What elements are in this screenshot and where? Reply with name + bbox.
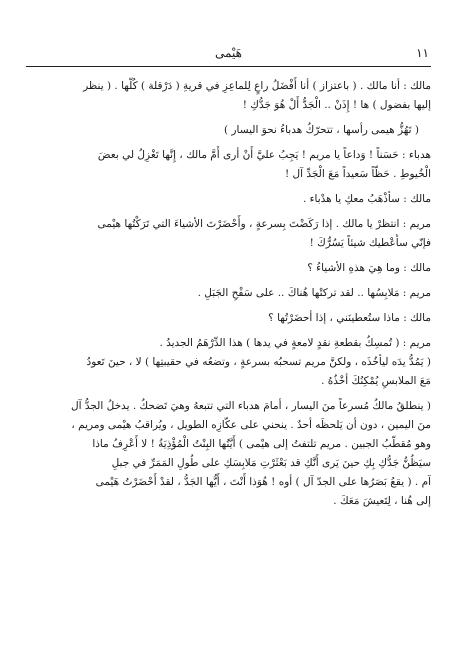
text-line: إلى هُنا ، لِتَعيشَ مَعَكَ . (333, 495, 431, 507)
text-line: وهو مُقطّبُ الجبين . مريم تلتفتُ إلى هيْمى ) أَيَّتُها البِنْتُ الْمُؤْذِيَةُ ! لا أَعْرِفُ ماذا (92, 438, 431, 450)
text-line: إليها بفضول ) ها ! إِذَنْ .. الْجَدُّ أَلْ هُوَ جَدُّكِ ! (242, 99, 431, 111)
text-line: مالك : سأذْهَبُ معكِ يا هدْباء . (302, 193, 431, 205)
paragraph (26, 190, 431, 209)
text-line: مالك : وما هِيَ هذهِ الأشياءُ ؟ (307, 262, 431, 274)
text-line: مالك : ماذا ستُعطينَني ، إذا أحضَرْتُها ؟ (268, 312, 431, 324)
text-line: هدباء : حَسَناً ! وَداعاً يا مريم ! يَجِبُ عليَّ أَنْ أرى أُمَّ مالك ، إِنَّها تَغْزِلُ لي بعضَ (97, 149, 431, 161)
page-header (26, 44, 431, 67)
running-title: هَيْمى (215, 46, 242, 60)
paragraph (26, 397, 431, 511)
book-page (26, 44, 431, 636)
paragraph (26, 334, 431, 391)
text-line: ( يَمُدُّ يدَه ليأخُذَه ، ولكنَّ مريم تسحبُه بسرعةٍ ، وتضعُه في حقيبتِها ) لا ، حينَ تَعودُ (86, 356, 431, 368)
text-line: مريم : ( تُمسِكُ بقطعةِ نقدٍ لامعةٍ في يدها ) هذا الدِّرْهَمُ الجديدُ . (159, 337, 431, 349)
text-line: ( ينطلقُ مالكُ مُسرعاً منَ اليسار ، أمامَ هدباء التي تتبعهُ وهيَ تَضحكُ . يدخلُ الجدُّ آل (70, 400, 431, 412)
text-line: مالك : أنا مالك . ( باعتزاز ) أنا أَفْضَلُ راعٍ لِلماعِزِ في قريةِ ( دَرْقلة ) كُلَّها . ( ينظر (83, 80, 431, 92)
paragraph (26, 284, 431, 303)
text-line: الْخُيوطِ . حَظّاً سَعيداً مَعَ الْجَدِّ آل ! (284, 168, 431, 180)
body-text (26, 77, 431, 511)
paragraph (26, 146, 431, 184)
text-line: مريم : مَلابِسُها .. لقد تركتْها هُناكَ .. على سَفْحِ الجَبَلِ . (197, 287, 431, 299)
text-line: آم . ( يقعُ بَصَرُها على الجدّ آل ) أوه ! هُوَذا أَنْتَ ، أَيُّها الجَدُّ ، لقدْ أَحْضَرْتُ هَيْمى (95, 476, 431, 488)
paragraph (26, 121, 431, 140)
text-line: فإنّي سأُعْطيك شيئاً يَسُرُّكَ ! (309, 237, 431, 249)
text-line: سيَظُنُّ جَدُّكِ بِكِ حينَ يَرى أَنَّكِ قد بَعْثَرْتِ مَلابِسَكِ على طُولِ المَمَرِّ في جبلِ (111, 457, 431, 469)
text-line: ( تَهُزُّ هيمى رأسها ، تتحرّكُ هدباءُ نحوَ اليسار ) (224, 124, 419, 136)
paragraph (26, 259, 431, 278)
paragraph (26, 309, 431, 328)
text-line: منَ اليمين ، دون أن يَلحظَه أحدٌ . ينحني على عكّازِه الطويل ، ويُراقبُ هيْمى ومريم ، (71, 419, 431, 431)
paragraph (26, 77, 431, 115)
paragraph (26, 215, 431, 253)
page-number: ١١ (416, 46, 429, 60)
text-line: مريم : انتظرْ يا مالك . إذا رَكَضْتَ بِسرعةٍ ، وأَحْضَرْتَ الأشياءَ التي تَرَكْتُها هيْمى (97, 218, 431, 230)
text-line: مَعَ الملابسِ يُمْكِنُكَ أخْذُهُ . (321, 375, 431, 387)
